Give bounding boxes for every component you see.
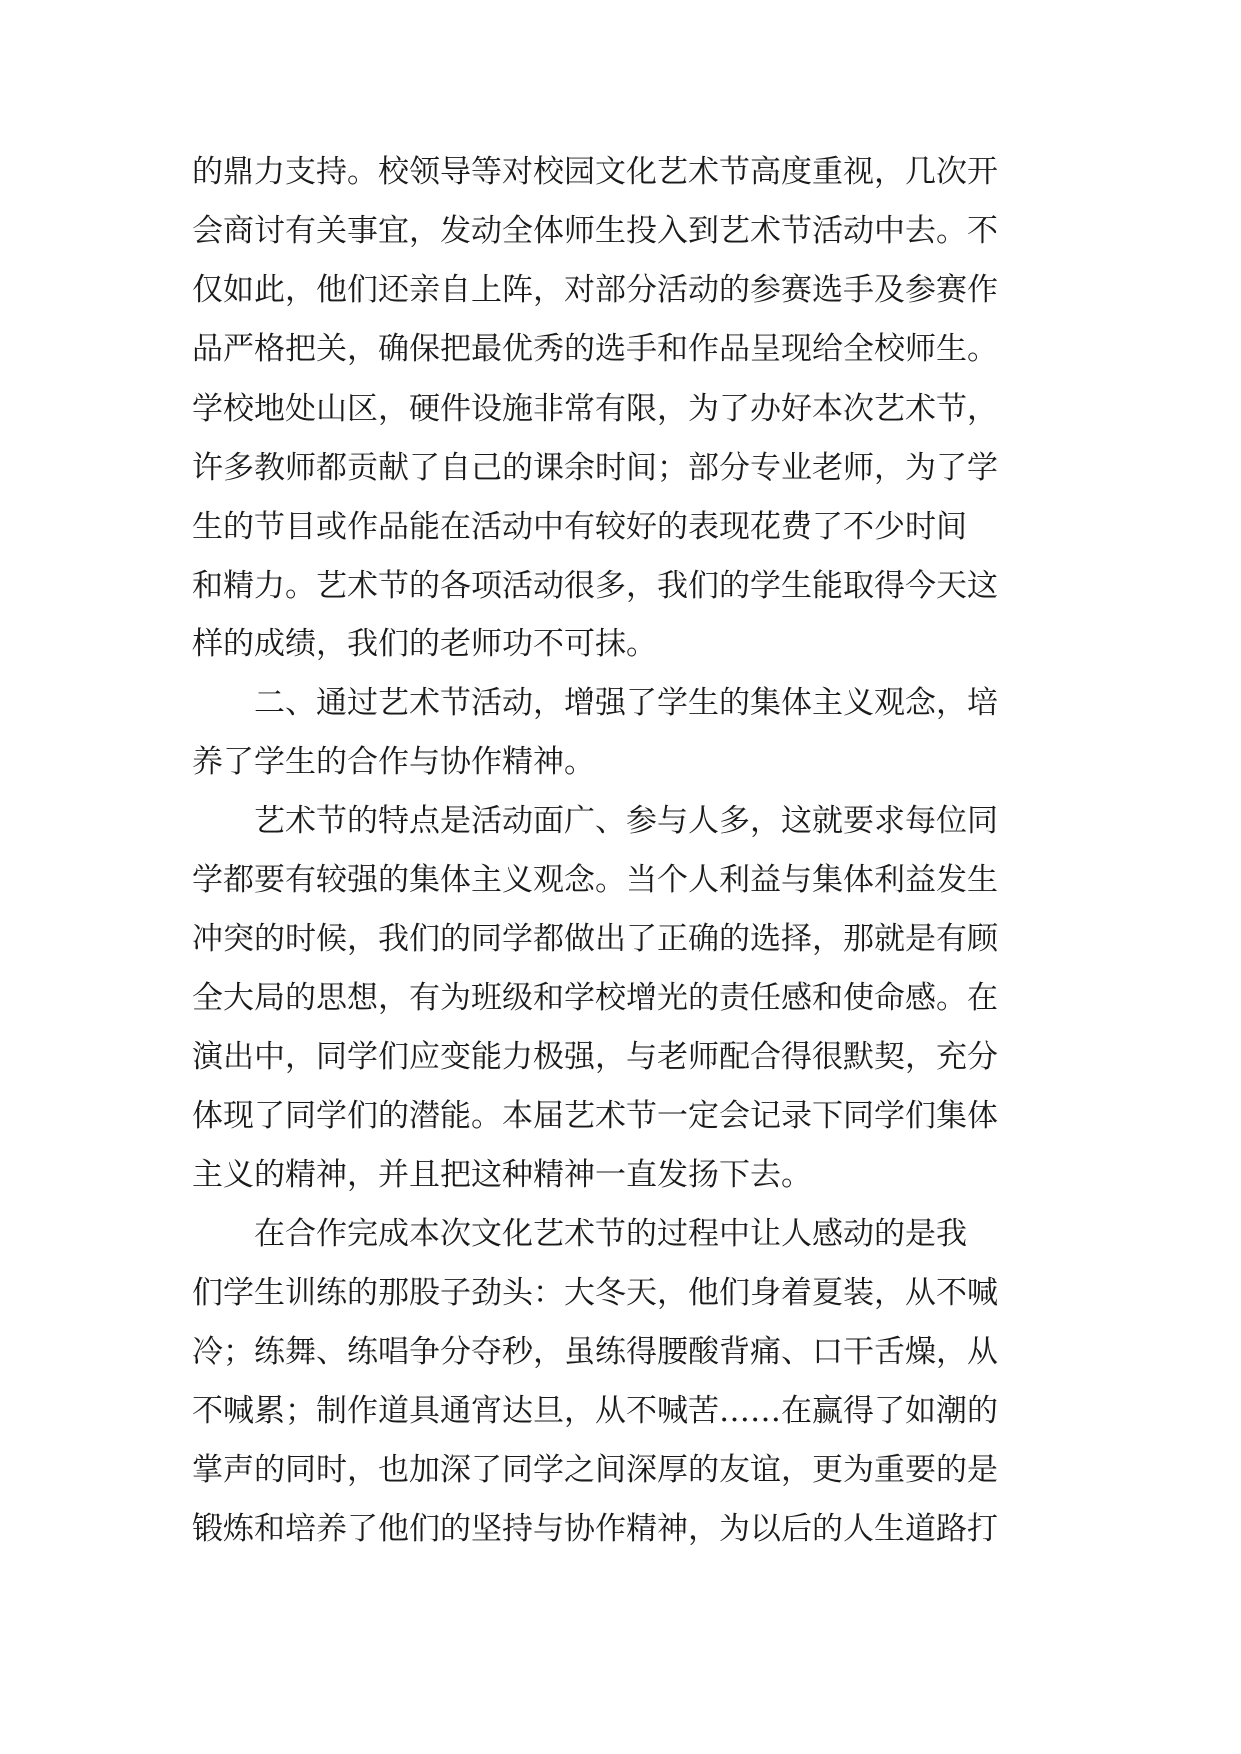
text-line: 们学生训练的那股子劲头：大冬天，他们身着夏装，从不喊 <box>192 1275 998 1311</box>
text-line: 锻炼和培养了他们的坚持与协作精神，为以后的人生道路打 <box>192 1511 998 1547</box>
text-line: 艺术节的特点是活动面广、参与人多，这就要求每位同 <box>192 803 998 839</box>
section-heading: 二、通过艺术节活动，增强了学生的集体主义观念，培 <box>192 685 998 721</box>
text-line: 许多教师都贡献了自己的课余时间；部分专业老师，为了学 <box>192 450 998 486</box>
text-line: 的鼎力支持。校领导等对校园文化艺术节高度重视，几次开 <box>192 154 998 190</box>
text-line: 冷；练舞、练唱争分夺秒，虽练得腰酸背痛、口干舌燥，从 <box>192 1334 998 1370</box>
text-line: 体现了同学们的潜能。本届艺术节一定会记录下同学们集体 <box>192 1098 998 1134</box>
text-line: 不喊累；制作道具通宵达旦，从不喊苦……在赢得了如潮的 <box>192 1393 998 1429</box>
text-line: 学校地处山区，硬件设施非常有限，为了办好本次艺术节， <box>192 391 998 427</box>
text-line: 掌声的同时，也加深了同学之间深厚的友谊，更为重要的是 <box>192 1452 998 1488</box>
text-line: 主义的精神，并且把这种精神一直发扬下去。 <box>192 1157 812 1193</box>
text-line: 演出中，同学们应变能力极强，与老师配合得很默契，充分 <box>192 1039 998 1075</box>
text-line: 仅如此，他们还亲自上阵，对部分活动的参赛选手及参赛作 <box>192 272 998 308</box>
text-line: 会商讨有关事宜，发动全体师生投入到艺术节活动中去。不 <box>192 213 998 249</box>
text-line: 学都要有较强的集体主义观念。当个人利益与集体利益发生 <box>192 862 998 898</box>
section-heading: 养了学生的合作与协作精神。 <box>192 744 595 780</box>
text-line: 和精力。艺术节的各项活动很多，我们的学生能取得今天这 <box>192 568 998 604</box>
text-line: 品严格把关，确保把最优秀的选手和作品呈现给全校师生。 <box>192 331 998 367</box>
text-line: 在合作完成本次文化艺术节的过程中让人感动的是我 <box>192 1216 967 1252</box>
text-line: 生的节目或作品能在活动中有较好的表现花费了不少时间 <box>192 509 967 545</box>
text-line: 全大局的思想，有为班级和学校增光的责任感和使命感。在 <box>192 980 998 1016</box>
text-line: 冲突的时候，我们的同学都做出了正确的选择，那就是有顾 <box>192 921 998 957</box>
text-line: 样的成绩，我们的老师功不可抹。 <box>192 626 657 662</box>
